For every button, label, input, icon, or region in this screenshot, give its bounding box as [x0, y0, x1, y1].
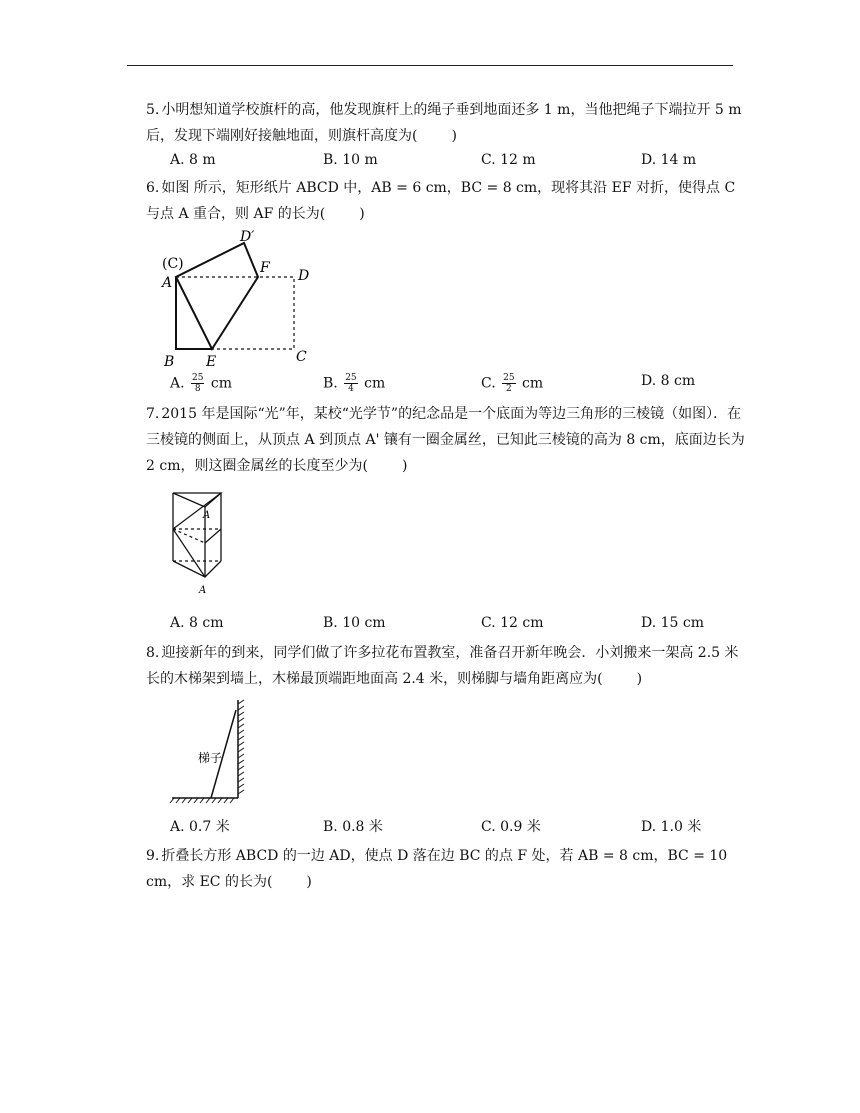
option-a[interactable]: A. 8 cm	[170, 615, 224, 631]
question-text: 2015 年是国际“光”年，某校“光学节”的纪念品是一个底面为等边三角形的三棱镜（如图）．在三棱镜的侧面上，从顶点 A 到顶点 A' 镶有一圈金属丝，已知此三棱镜的高为 8 cm，底面边长为 2 cm，则这圈金属丝的长度至少为	[146, 406, 745, 474]
option-b[interactable]: B. 0.8 米	[323, 819, 383, 835]
label-a: A	[162, 275, 173, 291]
figure-prism	[165, 485, 235, 597]
option-d[interactable]: D. 14 m	[641, 152, 697, 168]
question-text: 如图 所示，矩形纸片 ABCD 中，AB = 6 cm，BC = 8 cm，现将其沿 EF 对折，使得点 C 与点 A 重合，则 AF 的长为	[146, 180, 736, 222]
question-6-options	[170, 373, 730, 395]
option-c[interactable]: C. $\frac{25}{2}$ cm	[481, 373, 544, 394]
question-7-options	[170, 615, 730, 637]
label-ladder: 梯子	[198, 751, 223, 765]
option-c[interactable]: C. 0.9 米	[481, 819, 541, 835]
label-f: F	[260, 260, 270, 276]
question-5: 5. 小明想知道学校旗杆的高，他发现旗杆上的绳子垂到地面还多 1 m，当他把绳子下端拉开 5 m 后，发现下端刚好接触地面，则旗杆高度为( )	[146, 102, 742, 144]
question-text: 折叠长方形 ABCD 的一边 AD，使点 D 落在边 BC 的点 F 处，若 AB = 8 cm，BC = 10 cm，求 EC 的长为	[146, 848, 728, 890]
option-b[interactable]: B. $\frac{25}{4}$ cm	[323, 373, 386, 394]
option-a[interactable]: A. $\frac{25}{8}$ cm	[170, 373, 233, 394]
label-d-prime: D′	[240, 229, 255, 245]
label-e: E	[206, 354, 217, 370]
question-6: 6. 如图 所示，矩形纸片 ABCD 中，AB = 6 cm，BC = 8 cm，现将其沿 EF 对折，使得点 C 与点 A 重合，则 AF 的长为( )	[146, 180, 736, 222]
option-b[interactable]: B. 10 cm	[323, 615, 386, 631]
question-text: 小明想知道学校旗杆的高，他发现旗杆上的绳子垂到地面还多 1 m，当他把绳子下端拉开 5 m 后，发现下端刚好接触地面，则旗杆高度为	[146, 102, 742, 144]
figure-folded-rectangle	[160, 225, 320, 373]
label-c-paren: (C)	[162, 256, 184, 272]
option-b[interactable]: B. 10 m	[323, 152, 378, 168]
question-5-options	[170, 152, 730, 174]
label-a-top: A	[203, 510, 211, 521]
label-a-bottom: A	[199, 585, 207, 596]
question-text: 迎接新年的到来，同学们做了许多拉花布置教室，准备召开新年晚会．小刘搬来一架高 2.5 米长的木梯架到墙上，木梯最顶端距地面高 2.4 米，则梯脚与墙角距离应为	[146, 645, 739, 687]
question-number: 6.	[146, 180, 160, 196]
figure-ladder	[170, 698, 250, 804]
option-d[interactable]: D. 8 cm	[641, 373, 696, 389]
question-8-options	[170, 816, 730, 838]
label-d: D	[298, 268, 310, 284]
question-7: 7. 2015 年是国际“光”年，某校“光学节”的纪念品是一个底面为等边三角形的三棱镜（如图）．在三棱镜的侧面上，从顶点 A 到顶点 A' 镶有一圈金属丝，已知此三棱镜的高为 8 cm，底面边长为 2 cm，则这圈金属丝的长度至少为( )	[146, 406, 745, 474]
question-8: 8. 迎接新年的到来，同学们做了许多拉花布置教室，准备召开新年晚会．小刘搬来一架高 2.5 米长的木梯架到墙上，木梯最顶端距地面高 2.4 米，则梯脚与墙角距离应为( )	[146, 645, 739, 687]
question-9: 9. 折叠长方形 ABCD 的一边 AD，使点 D 落在边 BC 的点 F 处，若 AB = 8 cm，BC = 10 cm，求 EC 的长为( )	[146, 848, 728, 890]
label-b: B	[164, 354, 175, 370]
question-number: 9.	[146, 848, 160, 864]
label-c: C	[296, 349, 307, 365]
question-number: 7.	[146, 406, 160, 422]
option-d[interactable]: D. 15 cm	[641, 615, 705, 631]
option-c[interactable]: C. 12 m	[481, 152, 536, 168]
header-rule	[127, 65, 733, 66]
option-a[interactable]: A. 0.7 米	[170, 819, 230, 835]
question-number: 5.	[146, 102, 160, 118]
question-number: 8.	[146, 645, 160, 661]
option-c[interactable]: C. 12 cm	[481, 615, 544, 631]
option-a[interactable]: A. 8 m	[170, 152, 216, 168]
option-d[interactable]: D. 1.0 米	[641, 819, 702, 835]
